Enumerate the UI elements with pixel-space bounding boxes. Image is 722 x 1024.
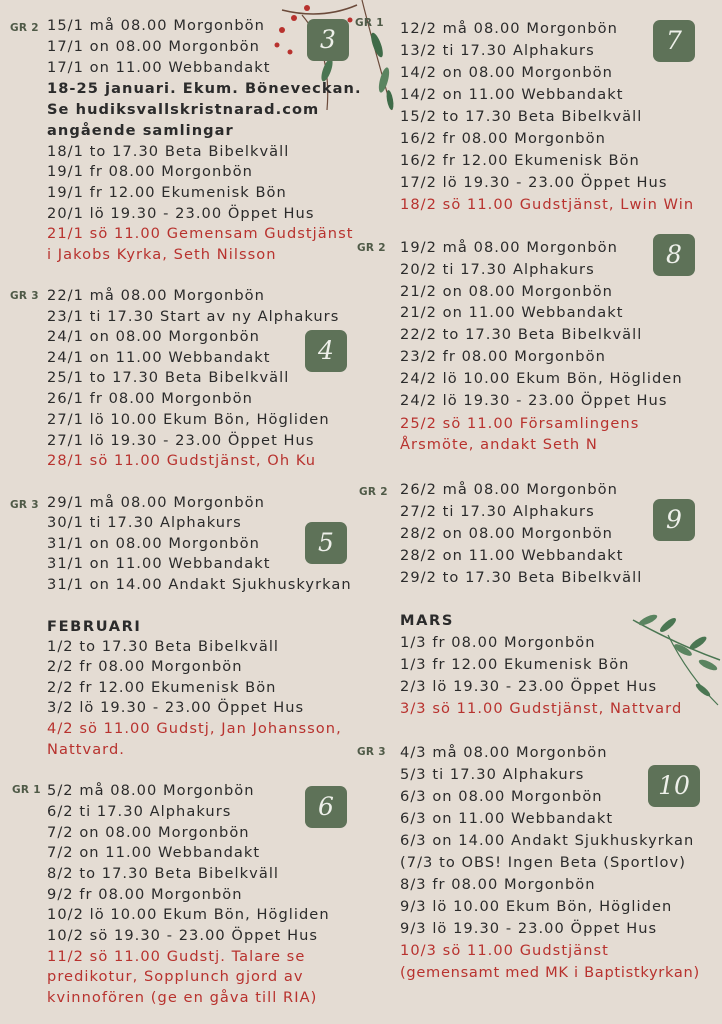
event-line: 6/2 ti 17.30 Alphakurs [47, 803, 232, 820]
week-note-line: angående samlingar [47, 122, 234, 139]
event-line: 4/3 må 08.00 Morgonbön [400, 744, 608, 761]
event-line: 30/1 ti 17.30 Alphakurs [47, 514, 242, 531]
service-line: 3/3 sö 11.00 Gudstjänst, Nattvard [400, 700, 683, 717]
group-label: GR 1 [12, 784, 41, 796]
event-line: 28/2 on 08.00 Morgonbön [400, 525, 613, 542]
event-line: 31/1 on 11.00 Webbandakt [47, 555, 271, 572]
service-line: predikotur, Sopplunch gjord av [47, 968, 304, 985]
event-line: 9/3 lö 10.00 Ekum Bön, Högliden [400, 898, 673, 915]
week-badge-6: 6 [305, 786, 347, 828]
week-badge-7: 7 [653, 20, 695, 62]
event-line: 1/2 to 17.30 Beta Bibelkväll [47, 638, 280, 655]
service-line: 28/1 sö 11.00 Gudstjänst, Oh Ku [47, 452, 317, 469]
month-heading-februari: FEBRUARI [47, 618, 142, 635]
week-badge-3: 3 [307, 19, 349, 61]
event-line: 20/1 lö 19.30 - 23.00 Öppet Hus [47, 205, 315, 222]
event-line: 2/3 lö 19.30 - 23.00 Öppet Hus [400, 678, 658, 695]
event-line: 18/1 to 17.30 Beta Bibelkväll [47, 143, 290, 160]
event-line: 8/3 fr 08.00 Morgonbön [400, 876, 596, 893]
event-line: 5/3 ti 17.30 Alphakurs [400, 766, 585, 783]
event-line: 12/2 må 08.00 Morgonbön [400, 20, 618, 37]
group-label: GR 1 [355, 17, 384, 29]
event-line: 17/1 on 11.00 Webbandakt [47, 59, 271, 76]
event-line: 16/2 fr 12.00 Ekumenisk Bön [400, 152, 640, 169]
event-line: 31/1 on 14.00 Andakt Sjukhuskyrkan [47, 576, 352, 593]
event-line: 31/1 on 08.00 Morgonbön [47, 535, 260, 552]
service-line: 18/2 sö 11.00 Gudstjänst, Lwin Win [400, 196, 695, 213]
week-badge-8: 8 [653, 234, 695, 276]
event-line: 21/2 on 11.00 Webbandakt [400, 304, 624, 321]
event-line: 9/2 fr 08.00 Morgonbön [47, 886, 243, 903]
group-label: GR 2 [357, 242, 386, 254]
event-line: 1/3 fr 08.00 Morgonbön [400, 634, 596, 651]
service-line: 25/2 sö 11.00 Församlingens [400, 415, 640, 432]
group-label: GR 2 [10, 22, 39, 34]
event-line: 29/1 må 08.00 Morgonbön [47, 494, 265, 511]
service-line: (gemensamt med MK i Baptistkyrkan) [400, 964, 700, 981]
event-line: 7/2 on 08.00 Morgonbön [47, 824, 250, 841]
service-line: 21/1 sö 11.00 Gemensam Gudstjänst [47, 225, 354, 242]
event-line: 26/2 må 08.00 Morgonbön [400, 481, 618, 498]
event-line: 6/3 on 11.00 Webbandakt [400, 810, 614, 827]
event-line: 10/2 sö 19.30 - 23.00 Öppet Hus [47, 927, 319, 944]
group-label: GR 2 [359, 486, 388, 498]
event-line: 17/2 lö 19.30 - 23.00 Öppet Hus [400, 174, 668, 191]
event-line: 6/3 on 08.00 Morgonbön [400, 788, 603, 805]
week-badge-5: 5 [305, 522, 347, 564]
event-line: 8/2 to 17.30 Beta Bibelkväll [47, 865, 280, 882]
event-line: 7/2 on 11.00 Webbandakt [47, 844, 261, 861]
event-line: 1/3 fr 12.00 Ekumenisk Bön [400, 656, 630, 673]
week-badge-4: 4 [305, 330, 347, 372]
event-line: 13/2 ti 17.30 Alphakurs [400, 42, 595, 59]
week-note-line: 18-25 januari. Ekum. Böneveckan. [47, 80, 362, 97]
event-line: 21/2 on 08.00 Morgonbön [400, 283, 613, 300]
event-line: 10/2 lö 10.00 Ekum Bön, Högliden [47, 906, 330, 923]
event-line: 23/2 fr 08.00 Morgonbön [400, 348, 606, 365]
event-line: 19/1 fr 12.00 Ekumenisk Bön [47, 184, 287, 201]
service-line: kvinnofören (ge en gåva till RIA) [47, 989, 318, 1006]
event-line: 24/2 lö 19.30 - 23.00 Öppet Hus [400, 392, 668, 409]
event-line: 15/1 må 08.00 Morgonbön [47, 17, 265, 34]
event-line: 19/2 må 08.00 Morgonbön [400, 239, 618, 256]
event-line: 23/1 ti 17.30 Start av ny Alphakurs [47, 308, 340, 325]
event-line: (7/3 to OBS! Ingen Beta (Sportlov) [400, 854, 686, 871]
event-line: 6/3 on 14.00 Andakt Sjukhuskyrkan [400, 832, 695, 849]
service-line: 4/2 sö 11.00 Gudstj, Jan Johansson, [47, 720, 342, 737]
event-line: 20/2 ti 17.30 Alphakurs [400, 261, 595, 278]
event-line: 24/1 on 11.00 Webbandakt [47, 349, 271, 366]
event-line: 28/2 on 11.00 Webbandakt [400, 547, 624, 564]
week-badge-10: 10 [648, 765, 700, 807]
event-line: 17/1 on 08.00 Morgonbön [47, 38, 260, 55]
event-line: 29/2 to 17.30 Beta Bibelkväll [400, 569, 643, 586]
event-line: 27/1 lö 19.30 - 23.00 Öppet Hus [47, 432, 315, 449]
event-line: 22/2 to 17.30 Beta Bibelkväll [400, 326, 643, 343]
event-line: 2/2 fr 08.00 Morgonbön [47, 658, 243, 675]
event-line: 9/3 lö 19.30 - 23.00 Öppet Hus [400, 920, 658, 937]
event-line: 27/2 ti 17.30 Alphakurs [400, 503, 595, 520]
event-line: 19/1 fr 08.00 Morgonbön [47, 163, 253, 180]
group-label: GR 3 [10, 499, 39, 511]
event-line: 27/1 lö 10.00 Ekum Bön, Högliden [47, 411, 330, 428]
event-line: 26/1 fr 08.00 Morgonbön [47, 390, 253, 407]
group-label: GR 3 [357, 746, 386, 758]
service-line: 10/3 sö 11.00 Gudstjänst [400, 942, 609, 959]
month-heading-mars: MARS [400, 612, 454, 629]
week-badge-9: 9 [653, 499, 695, 541]
service-line: 11/2 sö 11.00 Gudstj. Talare se [47, 948, 306, 965]
event-line: 24/1 on 08.00 Morgonbön [47, 328, 260, 345]
service-line: Årsmöte, andakt Seth N [400, 436, 598, 453]
event-line: 2/2 fr 12.00 Ekumenisk Bön [47, 679, 277, 696]
group-label: GR 3 [10, 290, 39, 302]
event-line: 14/2 on 11.00 Webbandakt [400, 86, 624, 103]
week-note-line: Se hudiksvallskristnarad.com [47, 101, 320, 118]
event-line: 15/2 to 17.30 Beta Bibelkväll [400, 108, 643, 125]
event-line: 25/1 to 17.30 Beta Bibelkväll [47, 369, 290, 386]
event-line: 3/2 lö 19.30 - 23.00 Öppet Hus [47, 699, 305, 716]
event-line: 22/1 må 08.00 Morgonbön [47, 287, 265, 304]
event-line: 5/2 må 08.00 Morgonbön [47, 782, 255, 799]
event-line: 16/2 fr 08.00 Morgonbön [400, 130, 606, 147]
service-line: Nattvard. [47, 741, 125, 758]
event-line: 24/2 lö 10.00 Ekum Bön, Högliden [400, 370, 683, 387]
event-line: 14/2 on 08.00 Morgonbön [400, 64, 613, 81]
service-line: i Jakobs Kyrka, Seth Nilsson [47, 246, 277, 263]
